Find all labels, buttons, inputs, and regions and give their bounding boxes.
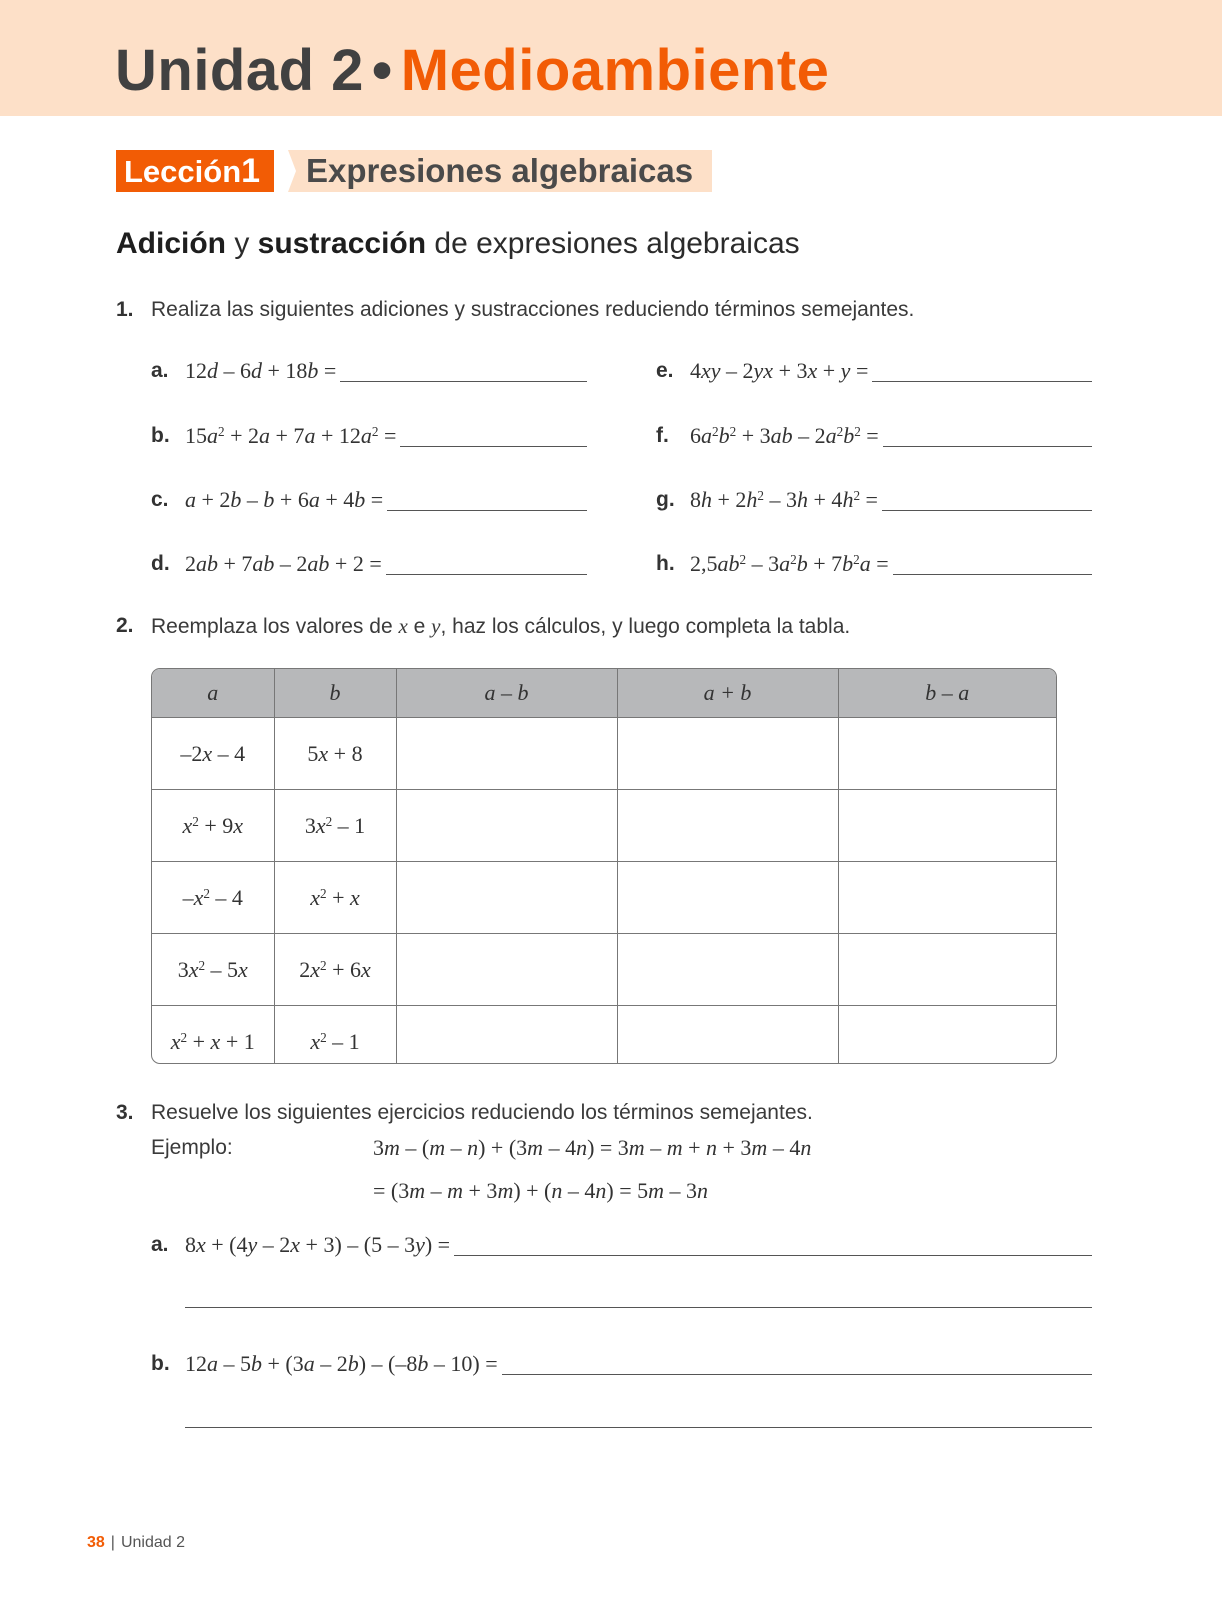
answer-line-1d[interactable] — [386, 552, 587, 575]
answer-cell-a-plus-b[interactable] — [617, 1006, 838, 1065]
answer-line-3a[interactable] — [454, 1233, 1092, 1256]
answer-cell-b-minus-a[interactable] — [838, 790, 1056, 862]
answer-line-3a-continued[interactable] — [185, 1307, 1092, 1308]
answer-cell-b-minus-a[interactable] — [838, 934, 1056, 1006]
answer-cell-a-minus-b[interactable] — [396, 790, 617, 862]
table-header-b-minus-a: b – a — [838, 669, 1056, 718]
answer-line-1f[interactable] — [883, 424, 1092, 447]
answer-line-1e[interactable] — [872, 359, 1092, 382]
cell-a: $x^2 + x + 1$ — [152, 1006, 274, 1065]
exercise-1h-expression: $2,5ab^2 - 3a^2b + 7b^2a$ = — [690, 551, 889, 576]
footer-unit-label: Unidad 2 — [120, 1534, 185, 1551]
question-3-instruction: Resuelve los siguientes ejercicios reduciendo los términos semejantes. — [151, 1101, 813, 1124]
answer-line-1g[interactable] — [882, 488, 1092, 511]
answer-cell-a-minus-b[interactable] — [396, 1006, 617, 1065]
cell-b: 5x + 8 — [274, 718, 396, 790]
cell-b: $3x^2 - 1$ — [274, 790, 396, 862]
question-1-number: 1. — [116, 298, 134, 321]
table-row — [152, 1006, 1056, 1065]
answer-cell-a-minus-b[interactable] — [396, 718, 617, 790]
table-row — [152, 718, 1056, 790]
table-header-a-plus-b: a + b — [617, 669, 838, 718]
answer-cell-a-plus-b[interactable] — [617, 790, 838, 862]
answer-cell-b-minus-a[interactable] — [838, 718, 1056, 790]
exercise-1f: f. $6a^2b^2 + 3ab - 2a^2b^2$ = — [656, 421, 1092, 451]
answer-cell-a-plus-b[interactable] — [617, 862, 838, 934]
question-2-instruction: Reemplaza los valores de x e y, haz los cálculos, y luego completa la tabla. — [151, 614, 851, 638]
exercise-1g: g. $8h + 2h^2 - 3h + 4h^2$ = — [656, 485, 1092, 515]
values-table — [151, 668, 1057, 1064]
table-header-a-minus-b: a – b — [396, 669, 617, 718]
cell-a: $3x^2 - 5x$ — [152, 934, 274, 1006]
exercise-1b: b. $15a^2 + 2a + 7a + 12a^2$ = — [151, 421, 587, 451]
example-line-1: 3m – (m – n) + (3m – 4n) = 3m – m + n + 3m – 4n — [373, 1135, 812, 1160]
exercise-1e-expression: 4xy – 2yx + 3x + y = — [690, 358, 869, 383]
answer-line-1a[interactable] — [340, 359, 587, 382]
exercise-3b-expression: 12a – 5b + (3a – 2b) – (–8b – 10) = — [185, 1351, 498, 1376]
lesson-title: Expresiones algebraicas — [306, 152, 694, 189]
example-label: Ejemplo: — [151, 1136, 233, 1159]
exercise-3a-expression: 8x + (4y – 2x + 3) – (5 – 3y) = — [185, 1232, 451, 1257]
answer-line-3b[interactable] — [502, 1352, 1092, 1375]
answer-line-1h[interactable] — [893, 552, 1092, 575]
exercise-1e: e. 4xy – 2yx + 3x + y = — [656, 356, 1092, 386]
table-header-b: b — [274, 669, 396, 718]
answer-cell-b-minus-a[interactable] — [838, 1006, 1056, 1065]
exercise-1d: d. 2ab + 7ab – 2ab + 2 = — [151, 549, 587, 579]
answer-line-3b-continued[interactable] — [185, 1427, 1092, 1428]
answer-cell-a-plus-b[interactable] — [617, 718, 838, 790]
table-row — [152, 934, 1056, 1006]
unit-title: Unidad 2 • Medioambiente — [115, 38, 830, 103]
cell-b: $2x^2 + 6x$ — [274, 934, 396, 1006]
cell-b: $x^2 + x$ — [274, 862, 396, 934]
answer-cell-a-minus-b[interactable] — [396, 862, 617, 934]
answer-line-1c[interactable] — [387, 488, 587, 511]
exercise-3b: b. 12a – 5b + (3a – 2b) – (–8b – 10) = — [151, 1349, 1092, 1379]
example-line-2: = (3m – m + 3m) + (n – 4n) = 5m – 3n — [373, 1178, 709, 1203]
exercise-1c-expression: a + 2b – b + 6a + 4b = — [185, 487, 384, 512]
exercise-1d-expression: 2ab + 7ab – 2ab + 2 = — [185, 551, 382, 576]
exercise-1f-expression: $6a^2b^2 + 3ab - 2a^2b^2$ = — [690, 423, 879, 448]
table-header-a: a — [152, 669, 274, 718]
exercise-3a: a. 8x + (4y – 2x + 3) – (5 – 3y) = — [151, 1230, 1092, 1260]
exercise-1c: c. a + 2b – b + 6a + 4b = — [151, 485, 587, 515]
table-row — [152, 790, 1056, 862]
lesson-tag: Lección1 — [116, 150, 274, 192]
cell-b: $x^2 - 1$ — [274, 1006, 396, 1065]
answer-cell-b-minus-a[interactable] — [838, 862, 1056, 934]
answer-line-1b[interactable] — [400, 424, 587, 447]
page-number: 38 — [87, 1534, 105, 1551]
page-footer: 38 | Unidad 2 — [87, 1534, 185, 1551]
question-3-number: 3. — [116, 1101, 134, 1124]
cell-a: $-x^2 - 4$ — [152, 862, 274, 934]
exercise-1a-expression: 12d – 6d + 18b = — [185, 358, 337, 383]
answer-cell-a-minus-b[interactable] — [396, 934, 617, 1006]
cell-a: $x^2 + 9x$ — [152, 790, 274, 862]
exercise-1b-expression: $15a^2 + 2a + 7a + 12a^2$ = — [185, 423, 397, 448]
exercise-1h: h. $2,5ab^2 - 3a^2b + 7b^2a$ = — [656, 549, 1092, 579]
exercise-1a: a. 12d – 6d + 18b = — [151, 356, 587, 386]
table-row — [152, 862, 1056, 934]
exercise-1g-expression: $8h + 2h^2 - 3h + 4h^2$ = — [690, 487, 878, 512]
question-2-number: 2. — [116, 614, 134, 637]
section-title: Adición y sustracción de expresiones algebraicas — [116, 227, 800, 260]
cell-a: –2x – 4 — [152, 718, 274, 790]
answer-cell-a-plus-b[interactable] — [617, 934, 838, 1006]
question-1-instruction: Realiza las siguientes adiciones y sustracciones reduciendo términos semejantes. — [151, 298, 915, 321]
